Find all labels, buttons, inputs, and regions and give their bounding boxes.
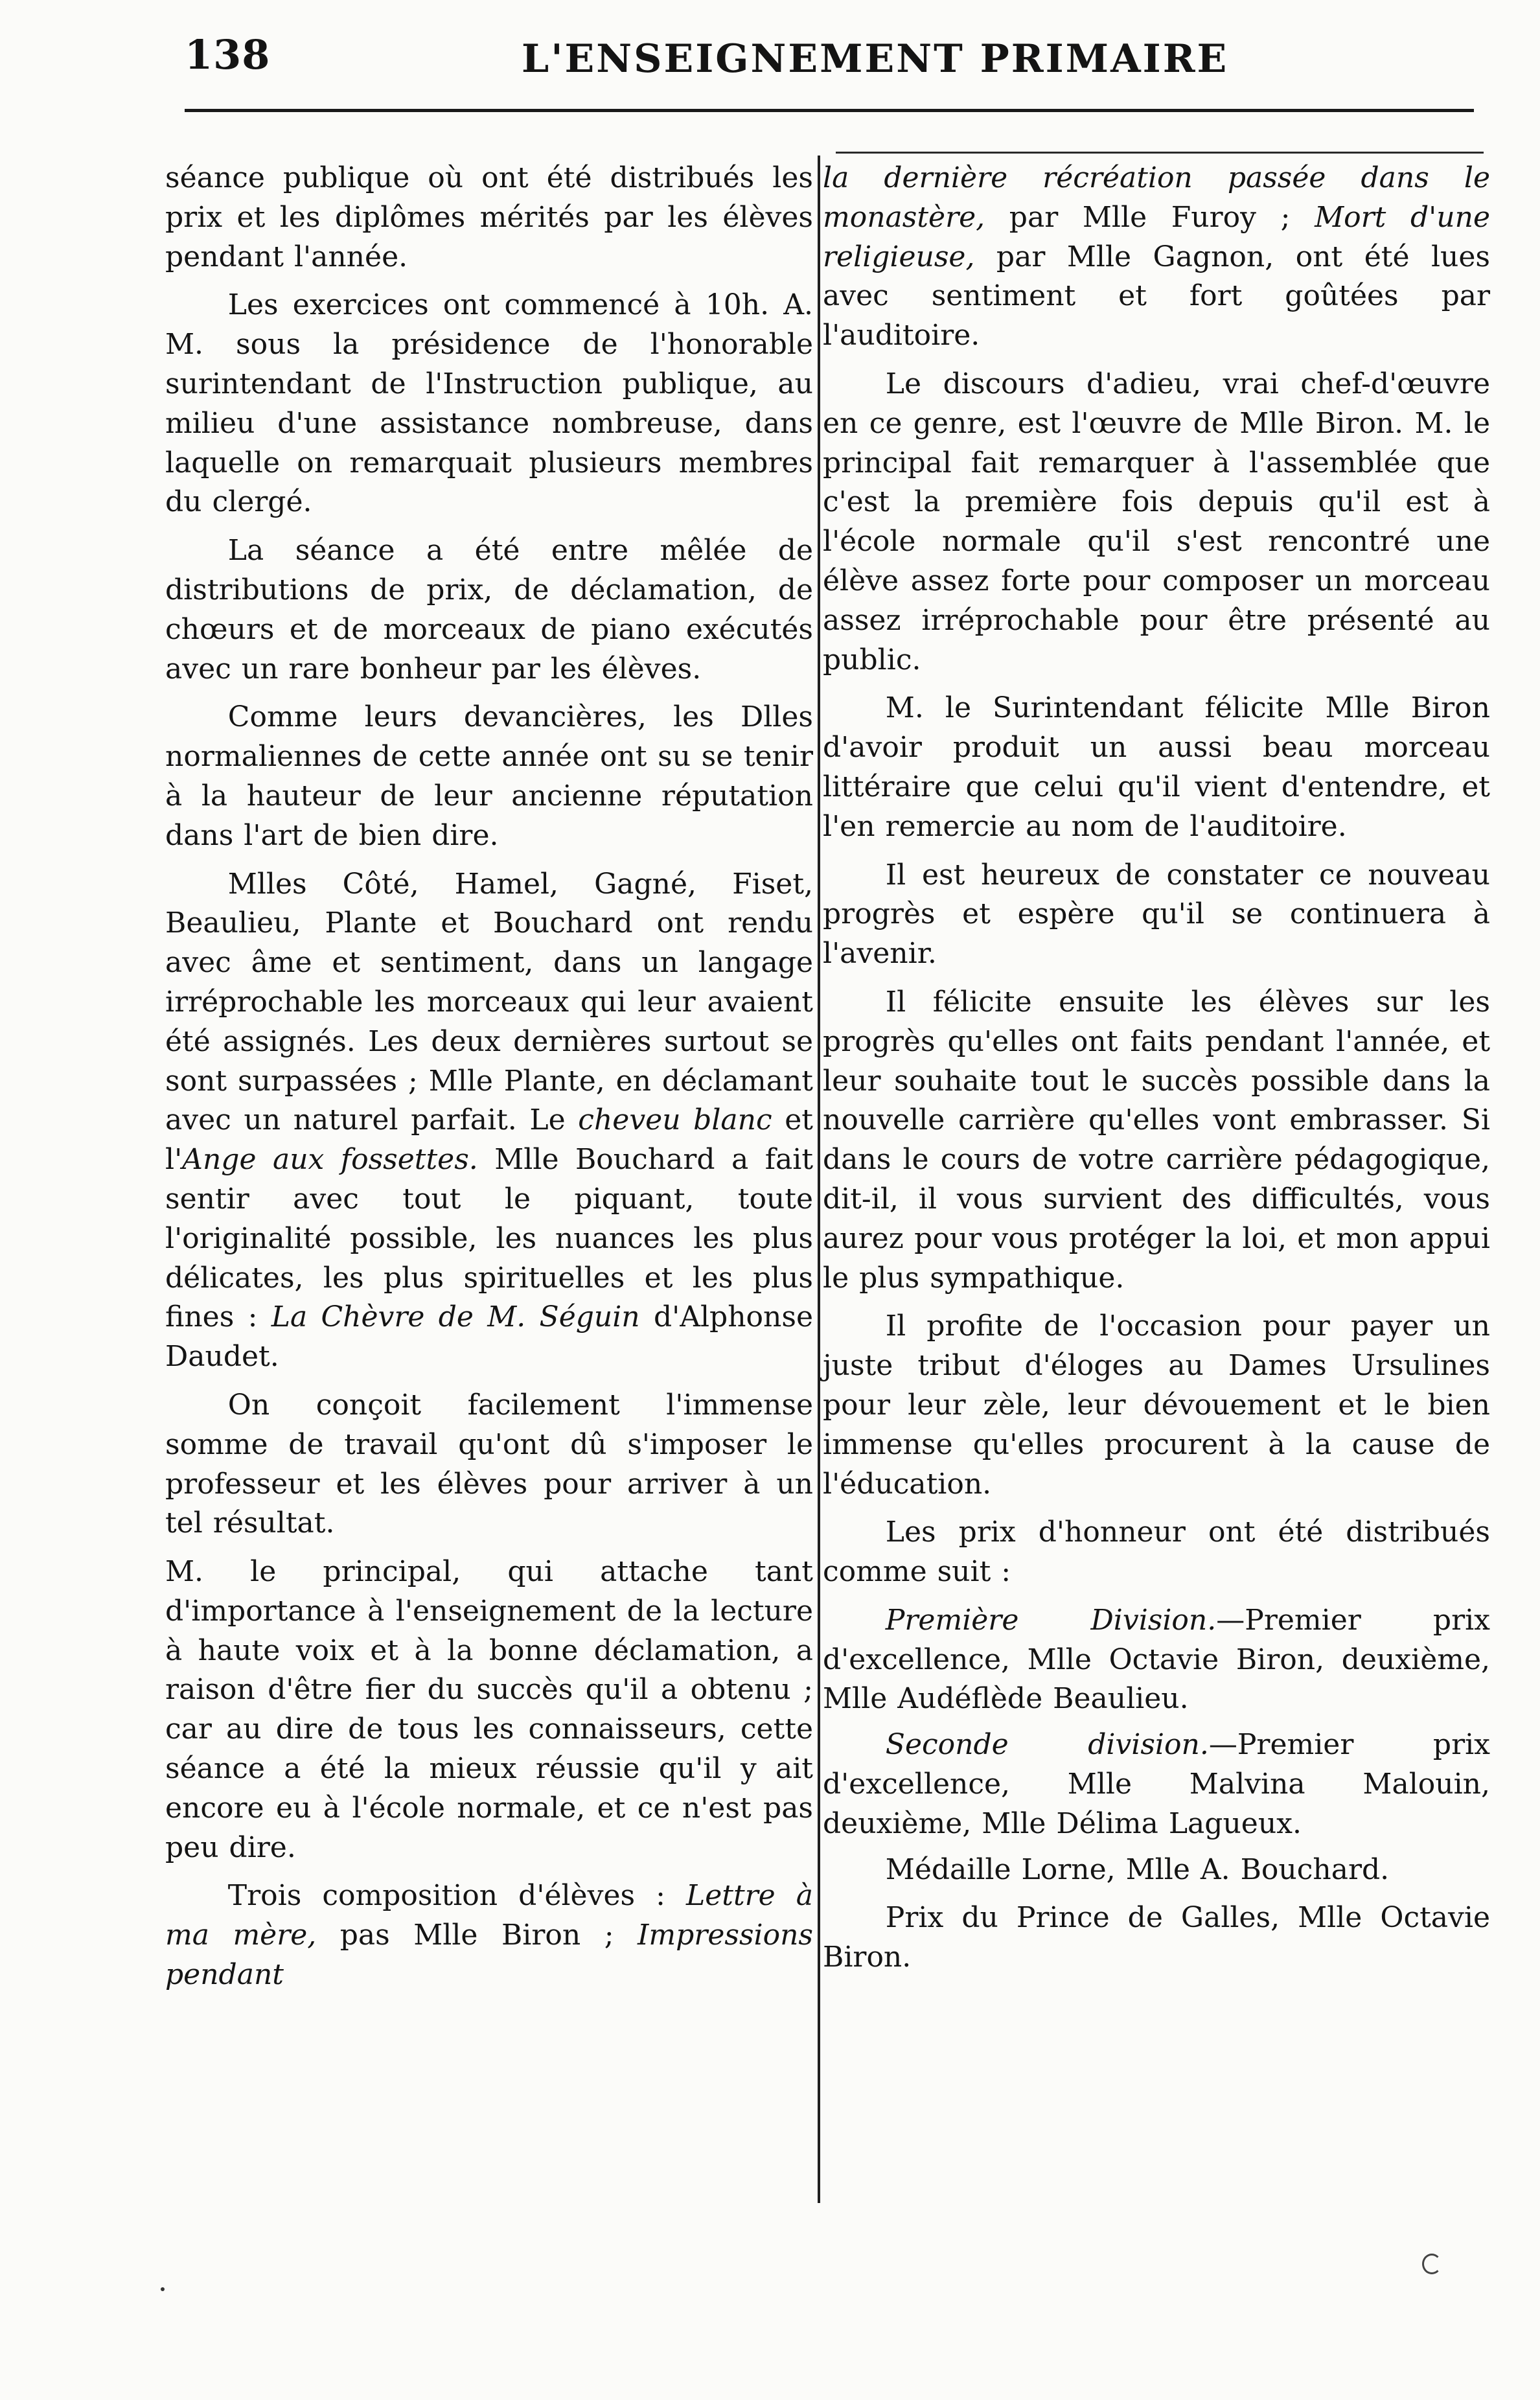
paragraph: Prix du Prince de Galles, Mlle Octavie Biron. xyxy=(823,1901,1490,1974)
paragraph: Les exercices ont commencé à 10h. A. M. sous la présidence de l'honorable surintendant de l'Instruction publique, au milieu d'une assistance nombreuse, dans laquelle on remarquait plusieurs membres du clergé. xyxy=(165,288,813,519)
right-column xyxy=(823,159,1490,1987)
text-run: par Mlle Gagnon, ont été lues avec sentiment et fort goûtées par l'auditoire. xyxy=(823,240,1490,352)
paragraph: M. le Surintendant félicite Mlle Biron d'avoir produit un aussi beau morceau littéraire que celui qu'il vient d'entendre, et l'en remercie au nom de l'auditoire. xyxy=(823,691,1490,843)
column-divider xyxy=(818,156,820,2203)
header-rule xyxy=(185,109,1474,112)
work-title: Impressions pendant xyxy=(165,1919,813,1992)
work-title: Ange aux fossettes. xyxy=(182,1143,478,1177)
text-run: —Premier prix d'excellence, Mlle Octavie Biron, deuxième, Mlle Audéflède Beaulieu. xyxy=(823,1603,1490,1716)
paragraph: Il profite de l'occasion pour payer un juste tribut d'éloges au Dames Ursulines pour leur zèle, leur dévouement et le bien immense qu'elles procurent à la cause de l'éducation. xyxy=(823,1310,1490,1501)
work-title: cheveu blanc xyxy=(578,1103,772,1137)
work-title: La Chèvre de M. Séguin xyxy=(271,1300,640,1334)
paragraph: Il félicite ensuite les élèves sur les progrès qu'elles ont faits pendant l'année, et leur souhaite tout le succès possible dans la nouvelle carrière qu'elles vont embrasser. Si dans le cours de votre carrière pédagogique, dit-il, il vous survient des difficultés, vous aurez pour vous protéger la loi, et mon appui le plus sympathique. xyxy=(823,985,1490,1295)
paragraph xyxy=(823,1725,1490,1843)
paragraph xyxy=(823,1601,1490,1719)
paragraph: Médaille Lorne, Mlle A. Bouchard. xyxy=(885,1852,1390,1886)
work-title: Lettre à ma mère, xyxy=(165,1879,813,1952)
header-rule-secondary xyxy=(836,152,1484,154)
paragraph: Le discours d'adieu, vrai chef-d'œuvre en ce genre, est l'œuvre de Mlle Biron. M. le principal fait remarquer à l'assemblée que c'est la première fois depuis qu'il est à l'école normale qu'il s'est rencontré une élève assez forte pour composer un morceau assez irréprochable pour être présenté au public. xyxy=(823,367,1490,676)
paragraph: Les prix d'honneur ont été distribués comme suit : xyxy=(823,1516,1490,1589)
text-run: Trois composition d'élèves : xyxy=(227,1879,686,1913)
paragraph: M. le principal, qui attache tant d'importance à l'enseignement de la lecture à haute voix et à la bonne déclamation, a raison d'être fier du succès qu'il a obtenu ; car au dire de tous les connaisseurs, cette séance a été la mieux réussie qu'il y ait encore eu à l'école normale, et ce n'est pas peu dire. xyxy=(165,1555,813,1864)
text-run: d'Alphonse Daudet. xyxy=(165,1300,814,1374)
paragraph: Comme leurs devancières, les Dlles normaliennes de cette année ont su se tenir à la hauteur de leur ancienne réputation dans l'art de bien dire. xyxy=(165,700,813,852)
paragraph: On conçoit facilement l'immense somme de travail qu'ont dû s'imposer le professeur et les élèves pour arriver à un tel résultat. xyxy=(165,1388,813,1540)
division-label: Première Division. xyxy=(885,1603,1217,1637)
page-number: 138 xyxy=(185,31,271,78)
paragraph: séance publique où ont été distribués les prix et les diplômes mérités par les élèves pendant l'année. xyxy=(165,161,813,273)
paragraph xyxy=(165,1876,813,1994)
text-run: Mlle Bouchard a fait sentir avec tout le piquant, toute l'originalité possible, les nuances les plus délicates, les plus spirituelles et les plus fines : xyxy=(165,1143,813,1334)
text-run: et l' xyxy=(165,1103,813,1177)
work-title: Mort d'une religieuse, xyxy=(823,200,1490,273)
work-title: la dernière récréation passée dans le monastère, xyxy=(823,161,1490,234)
ink-speck xyxy=(161,2287,165,2291)
paragraph: Il est heureux de constater ce nouveau progrès et espère qu'il se continuera à l'avenir. xyxy=(823,858,1490,971)
text-run: par Mlle Furoy ; xyxy=(985,200,1315,234)
text-run: —Premier prix d'excellence, Mlle Malvina Malouin, deuxième, Mlle Délima Lagueux. xyxy=(823,1728,1490,1840)
paragraph xyxy=(823,159,1490,356)
text-run: pas Mlle Biron ; xyxy=(316,1919,638,1952)
text-run: Mlles Côté, Hamel, Gagné, Fiset, Beaulieu, Plante et Bouchard ont rendu avec âme et sentiment, dans un langage irréprochable les morceaux qui leur avaient été assignés. Les deux dernières surtout se sont surpassées ; Mlle Plante, en déclamant avec un naturel parfait. Le xyxy=(165,867,813,1137)
paragraph xyxy=(165,865,813,1377)
page-header xyxy=(185,31,1416,102)
ink-speck xyxy=(1422,2254,1442,2274)
running-title: L'ENSEIGNEMENT PRIMAIRE xyxy=(522,36,1229,82)
paragraph: La séance a été entre mêlée de distributions de prix, de déclamation, de chœurs et de morceaux de piano exécutés avec un rare bonheur par les élèves. xyxy=(165,534,813,686)
left-column xyxy=(165,159,813,2004)
division-label: Seconde division. xyxy=(885,1728,1209,1762)
